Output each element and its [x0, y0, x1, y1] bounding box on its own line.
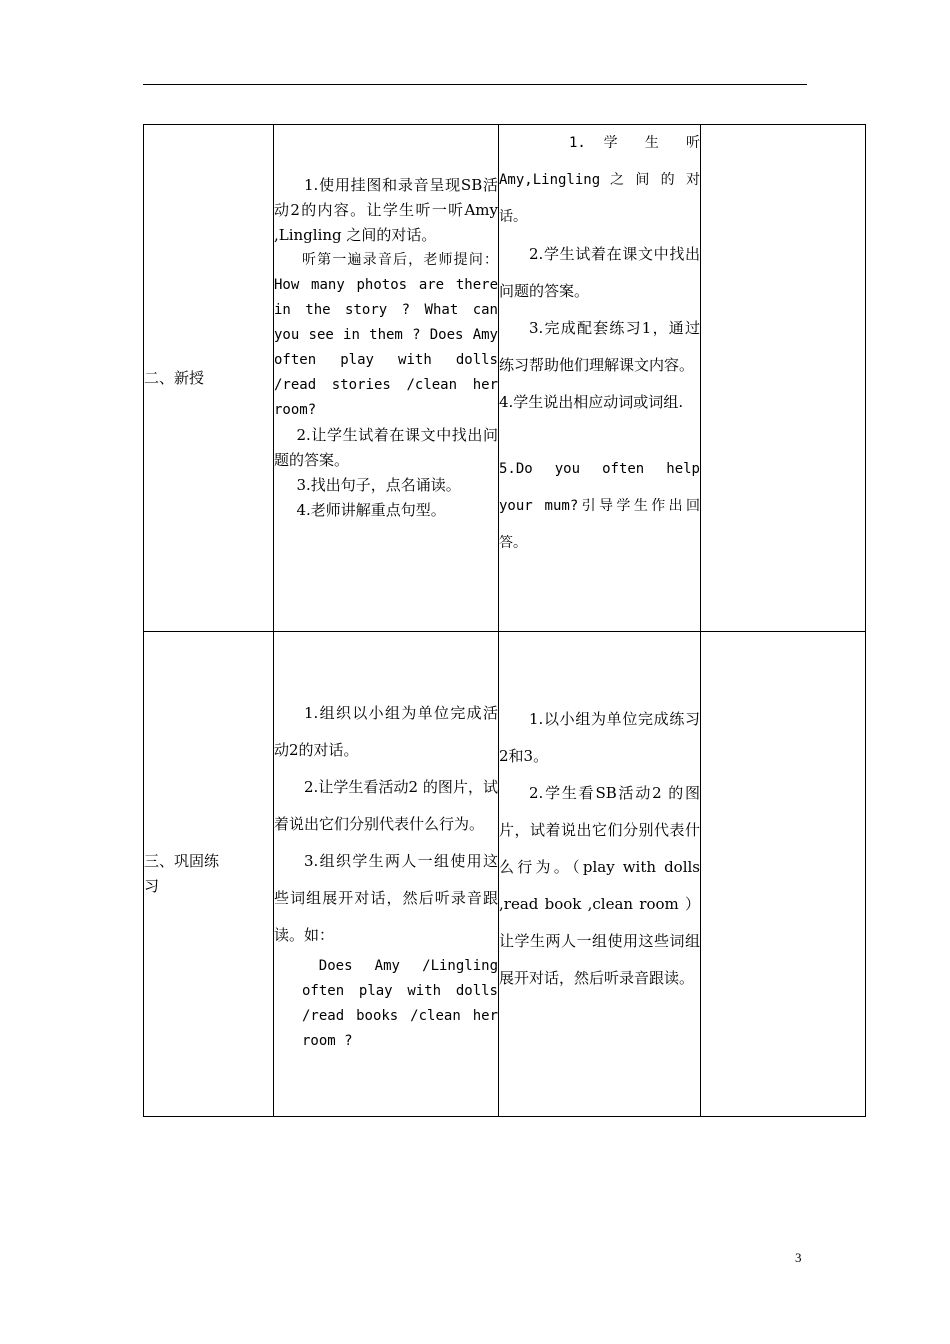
student-step: 4.学生说出相应动词或词组. [499, 393, 684, 411]
teacher-step: 1.使用挂图和录音呈现SB活动2的内容。让学生听一听Amy ,Lingling 之间的对话。 [274, 176, 498, 244]
teacher-activity-cell [274, 125, 499, 632]
student-activity-cell [499, 632, 701, 1117]
student-step: 1.以小组为单位完成练习2和3。 [499, 710, 700, 765]
teacher-step: 3.组织学生两人一组使用这些词组展开对话，然后听录音跟读。如： [274, 851, 498, 944]
student-step: 5.Do you often help your mum?引导学生作出回答。 [499, 461, 700, 551]
notes-cell [701, 125, 866, 632]
stage-label: 二、新授 [144, 368, 205, 387]
student-step: 1. 学 生 听Amy,Lingling 之 间 的 对话。 [499, 135, 700, 225]
page-number: 3 [795, 1250, 802, 1265]
student-step: 3.完成配套练习1，通过练习帮助他们理解课文内容。 [499, 319, 700, 374]
teacher-example: Does Amy /Lingling often play with dolls /read books /clean her room ? [302, 957, 498, 1049]
table-row [144, 125, 866, 632]
teacher-step: 4.老师讲解重点句型。 [296, 501, 446, 519]
notes-cell [701, 632, 866, 1117]
header-rule [143, 84, 807, 85]
teacher-activity-cell [274, 632, 499, 1117]
lesson-plan-table [143, 124, 866, 1117]
teacher-step: 2.让学生试着在课文中找出问题的答案。 [274, 426, 498, 469]
student-activity-cell [499, 125, 701, 632]
teacher-step: 听第一遍录音后，老师提问：How many photos are there in the story ? What can you see in them ? Does Amy often play with dolls /read stories /clean her room? [274, 252, 498, 418]
teacher-step: 1.组织以小组为单位完成活动2的对话。 [274, 703, 498, 759]
stage-cell [144, 125, 274, 632]
table-row [144, 632, 866, 1117]
stage-label: 三、巩固练习 [144, 852, 220, 895]
student-step: 2.学生试着在课文中找出问题的答案。 [499, 245, 700, 300]
teacher-step: 2.让学生看活动2 的图片，试着说出它们分别代表什么行为。 [274, 777, 498, 833]
stage-cell [144, 632, 274, 1117]
student-step: 2.学生看SB活动2 的图片，试着说出它们分别代表什么行为。（play with dolls ,read book ,clean room ）让学生两人一组使用这些词组展开对话，然后听录音跟读。 [499, 784, 700, 987]
teacher-step: 3.找出句子，点名诵读。 [296, 476, 461, 494]
